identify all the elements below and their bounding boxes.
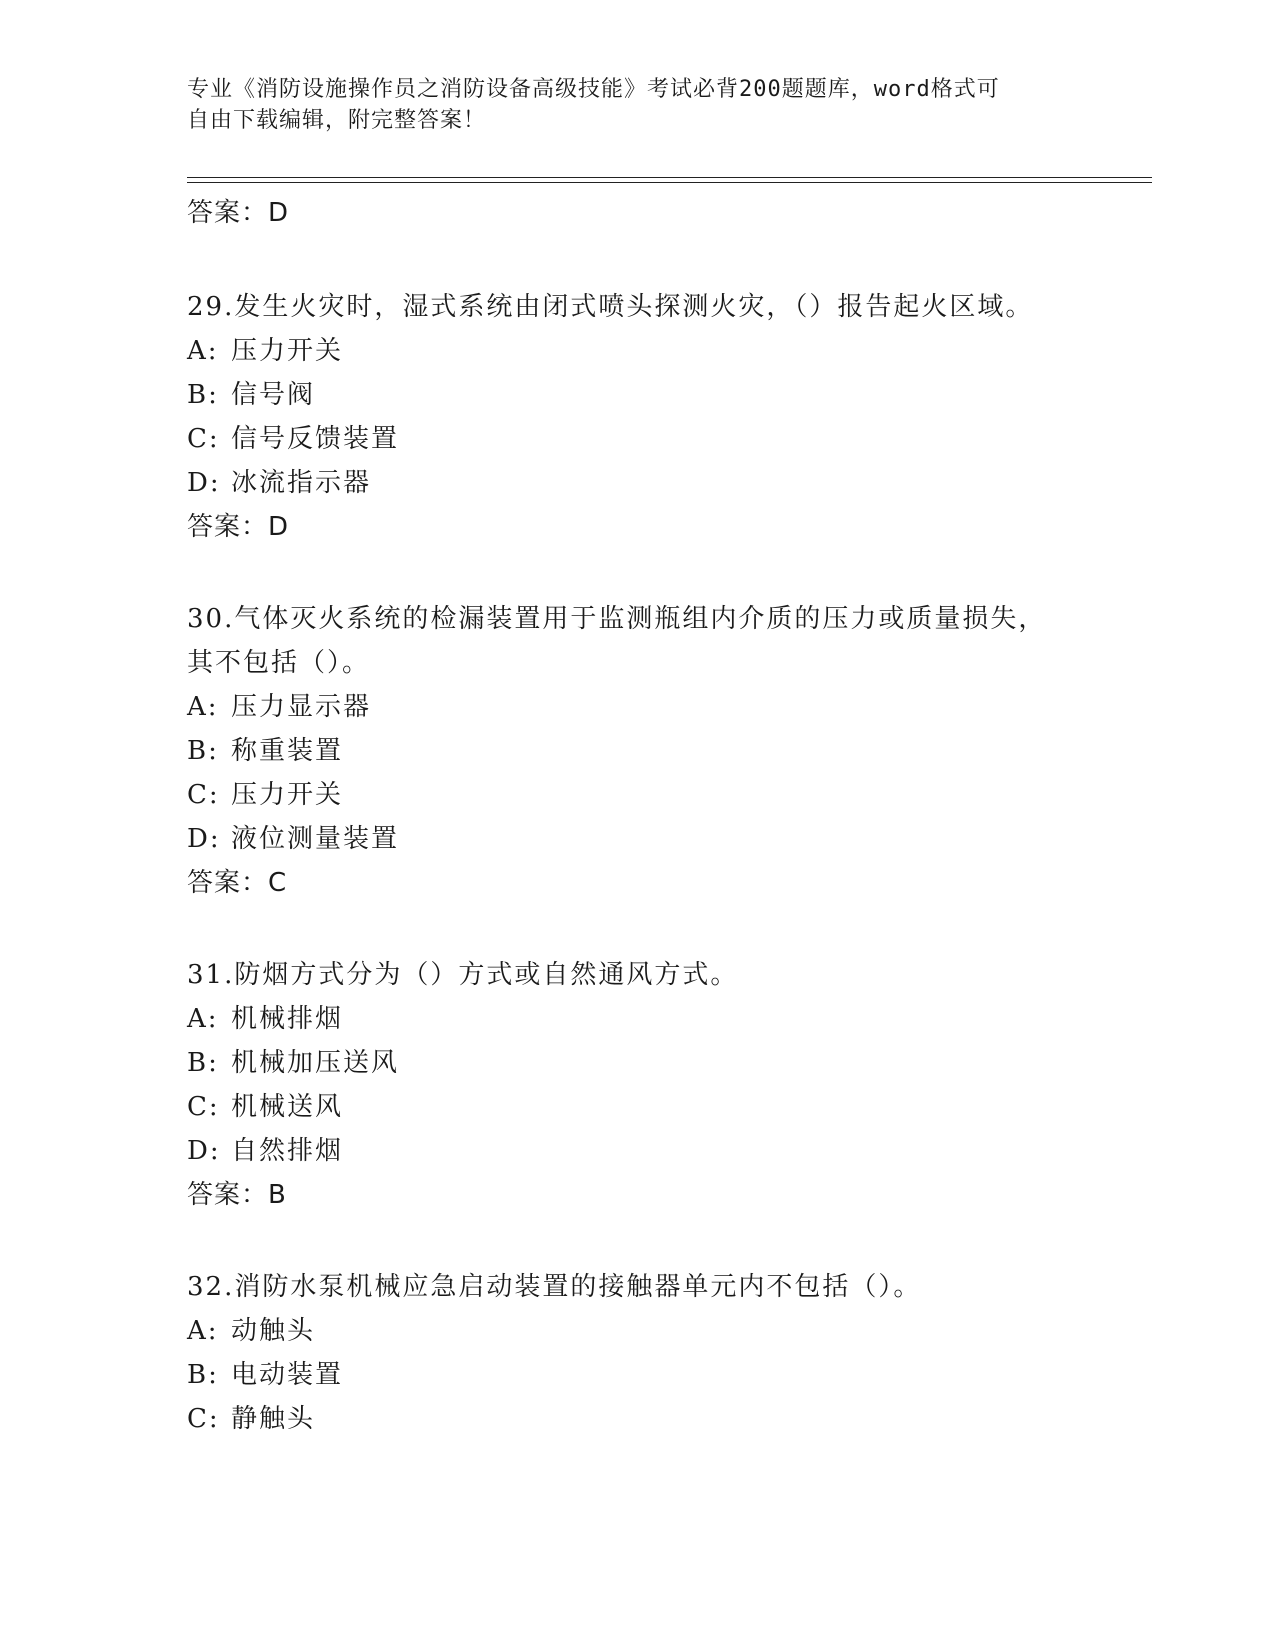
question-30-stem-line-2: 其不包括（）。: [187, 648, 371, 678]
question-30-answer: 答案：C: [187, 868, 288, 898]
option-label: A:: [187, 1316, 219, 1346]
option-text: 称重装置: [231, 736, 344, 766]
option-label: C:: [187, 780, 220, 810]
question-32-option-a: [187, 1310, 315, 1347]
header-divider-top: [187, 177, 1152, 178]
option-label: B:: [187, 1048, 219, 1078]
header-line-2: 自由下载编辑，附完整答案！: [187, 108, 487, 133]
option-label: C:: [187, 1092, 220, 1122]
question-30-option-a: [187, 686, 371, 723]
option-label: A:: [187, 336, 219, 366]
option-text: 机械送风: [231, 1092, 344, 1122]
previous-answer: 答案：D: [187, 198, 290, 228]
question-31-option-b: [187, 1042, 399, 1079]
option-label: A:: [187, 692, 219, 722]
question-29-option-c: [187, 418, 399, 455]
question-30-option-d: [187, 818, 399, 855]
option-text: 压力显示器: [231, 692, 372, 722]
option-label: D:: [187, 824, 221, 854]
question-31-stem: 31.防烟方式分为（）方式或自然通风方式。: [187, 960, 739, 990]
option-text: 自然排烟: [231, 1136, 344, 1166]
header-divider-bottom: [187, 182, 1152, 183]
option-label: C:: [187, 1404, 220, 1434]
option-text: 电动装置: [231, 1360, 344, 1390]
document-header: [187, 74, 1067, 136]
option-text: 冰流指示器: [231, 468, 372, 498]
question-30-option-b: [187, 730, 343, 767]
option-text: 压力开关: [231, 780, 344, 810]
option-label: D:: [187, 1136, 221, 1166]
option-text: 静触头: [231, 1404, 316, 1434]
option-text: 信号反馈装置: [231, 424, 400, 454]
option-label: B:: [187, 736, 219, 766]
question-30-option-c: [187, 774, 343, 811]
option-text: 信号阀: [231, 380, 316, 410]
option-text: 机械排烟: [231, 1004, 344, 1034]
option-label: B:: [187, 1360, 219, 1390]
question-29-answer: 答案：D: [187, 512, 290, 542]
question-29-option-b: [187, 374, 315, 411]
question-32-stem: 32.消防水泵机械应急启动装置的接触器单元内不包括（）。: [187, 1272, 922, 1302]
option-text: 压力开关: [231, 336, 344, 366]
question-32-option-c: [187, 1398, 315, 1435]
option-text: 机械加压送风: [231, 1048, 400, 1078]
question-29-option-d: [187, 462, 371, 499]
question-31-option-d: [187, 1130, 343, 1167]
question-31-option-c: [187, 1086, 343, 1123]
option-label: D:: [187, 468, 221, 498]
header-line-1: 专业《消防设施操作员之消防设备高级技能》考试必背200题题库，word格式可: [187, 77, 1000, 102]
question-31-option-a: [187, 998, 343, 1035]
question-30-stem-line-1: 30.气体灭火系统的检漏装置用于监测瓶组内介质的压力或质量损失，: [187, 604, 1047, 634]
option-label: C:: [187, 424, 220, 454]
question-31-answer: 答案：B: [187, 1180, 287, 1210]
option-text: 动触头: [231, 1316, 316, 1346]
option-label: B:: [187, 380, 219, 410]
question-32-option-b: [187, 1354, 343, 1391]
option-label: A:: [187, 1004, 219, 1034]
question-29-stem: 29.发生火灾时，湿式系统由闭式喷头探测火灾，（）报告起火区域。: [187, 292, 1034, 322]
question-29-option-a: [187, 330, 343, 367]
option-text: 液位测量装置: [231, 824, 400, 854]
